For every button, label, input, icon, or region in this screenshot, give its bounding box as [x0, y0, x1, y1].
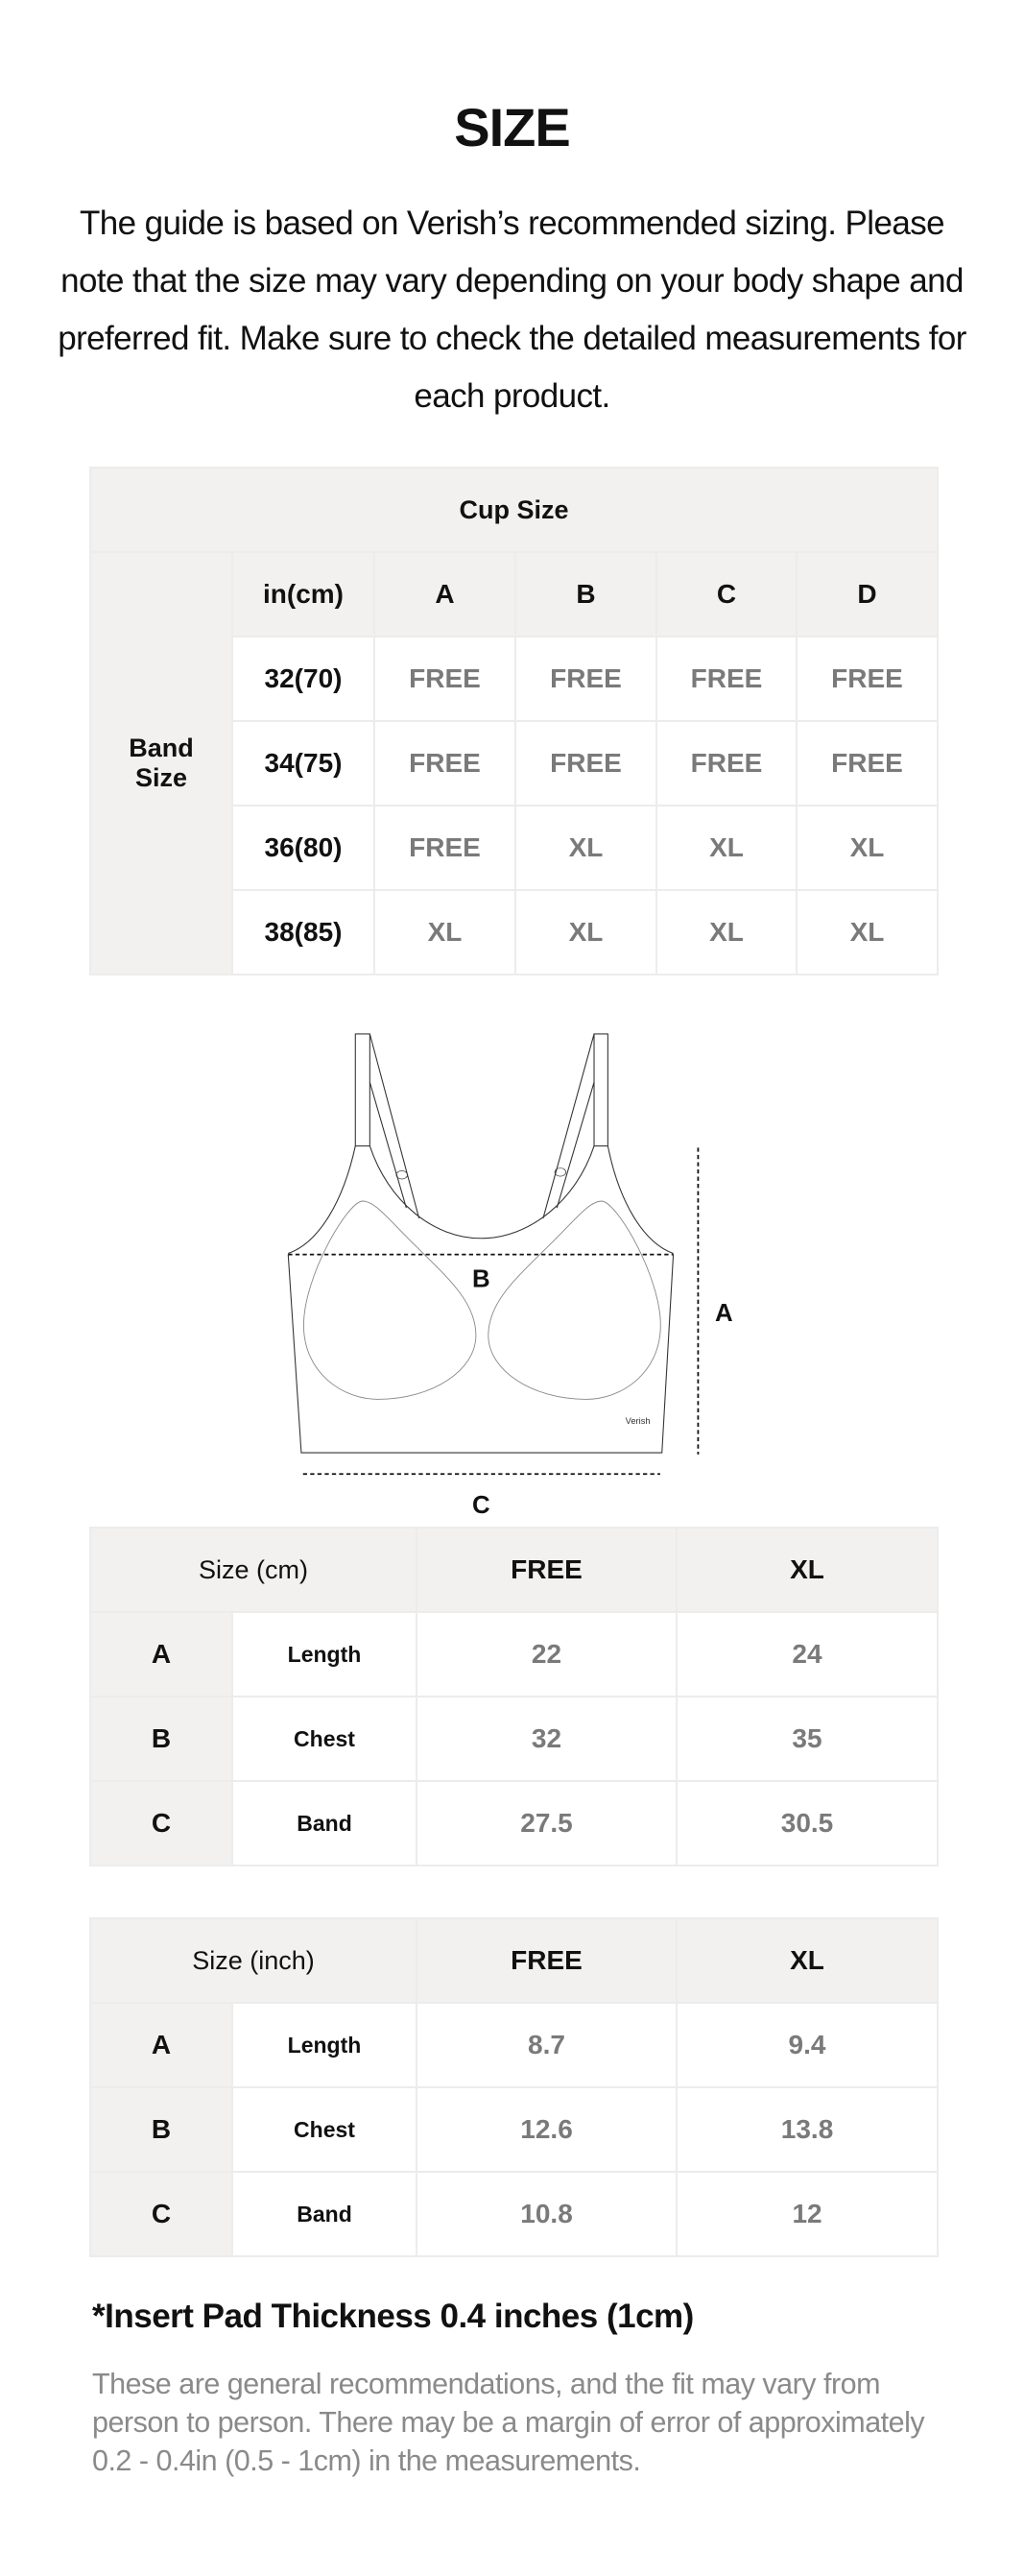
brand-logo: Verish	[625, 1416, 651, 1427]
size-cell: XL	[797, 890, 938, 975]
cup-header: B	[515, 552, 656, 637]
measure-value: 32	[417, 1697, 677, 1781]
table-row	[90, 2003, 938, 2087]
measure-name: Band	[232, 1781, 417, 1866]
size-cell: FREE	[515, 721, 656, 806]
size-cell: FREE	[656, 637, 797, 721]
size-cell: FREE	[374, 637, 515, 721]
measure-name: Length	[232, 2003, 417, 2087]
inch-measurement-table	[89, 1917, 939, 2257]
measure-key: A	[90, 2003, 232, 2087]
size-cell: XL	[515, 806, 656, 890]
size-header: XL	[677, 1918, 938, 2003]
band-value: 34(75)	[232, 721, 374, 806]
measure-value: 9.4	[677, 2003, 938, 2087]
band-value: 38(85)	[232, 890, 374, 975]
cup-header: C	[656, 552, 797, 637]
cup-size-table	[89, 467, 939, 975]
measure-key: B	[90, 2087, 232, 2172]
cup-header: D	[797, 552, 938, 637]
table-row	[90, 1697, 938, 1781]
size-cell: XL	[797, 806, 938, 890]
band-size-label: Band Size	[90, 552, 232, 975]
size-cell: FREE	[797, 637, 938, 721]
right-strap	[594, 1034, 607, 1146]
size-cell: FREE	[515, 637, 656, 721]
table-row	[90, 1528, 938, 1612]
table-row	[90, 552, 938, 637]
band-value: 36(80)	[232, 806, 374, 890]
table-row	[90, 1918, 938, 2003]
unit-header: in(cm)	[232, 552, 374, 637]
cup-size-header: Cup Size	[90, 468, 938, 552]
table-row	[90, 2087, 938, 2172]
size-cell: XL	[656, 890, 797, 975]
size-header: XL	[677, 1528, 938, 1612]
page-title: SIZE	[454, 97, 570, 157]
size-header: FREE	[417, 1918, 677, 2003]
right-cup-pad	[488, 1201, 660, 1399]
measure-value: 22	[417, 1612, 677, 1697]
table-title: Size (cm)	[90, 1528, 417, 1612]
measure-name: Band	[232, 2172, 417, 2256]
left-cup-pad	[303, 1201, 475, 1399]
measure-value: 10.8	[417, 2172, 677, 2256]
size-cell: FREE	[797, 721, 938, 806]
label-b: B	[471, 1265, 490, 1293]
intro-text: The guide is based on Verish’s recommended sizing. Please note that the size may vary depending on your body shape and preferred fit. Make sure to check the detailed measurements for each product.	[58, 205, 966, 415]
band-value: 32(70)	[232, 637, 374, 721]
measure-value: 27.5	[417, 1781, 677, 1866]
size-cell: XL	[515, 890, 656, 975]
measure-value: 13.8	[677, 2087, 938, 2172]
left-strap	[355, 1034, 369, 1146]
bra-measurement-diagram	[240, 1008, 777, 1519]
measure-key: B	[90, 1697, 232, 1781]
measure-key: A	[90, 1612, 232, 1697]
measure-value: 30.5	[677, 1781, 938, 1866]
label-c: C	[471, 1491, 490, 1519]
cup-header: A	[374, 552, 515, 637]
measure-name: Chest	[232, 2087, 417, 2172]
table-row	[90, 468, 938, 552]
table-row	[90, 1612, 938, 1697]
size-cell: FREE	[374, 806, 515, 890]
measure-name: Length	[232, 1612, 417, 1697]
table-title: Size (inch)	[90, 1918, 417, 2003]
table-row	[90, 2172, 938, 2256]
size-cell: FREE	[656, 721, 797, 806]
label-a: A	[715, 1299, 733, 1327]
fit-disclaimer: These are general recommendations, and the fit may vary from person to person. There may be a margin of error of approximately 0.2 - 0.4in (0.5 - 1cm) in the measurements.	[92, 2368, 925, 2477]
size-cell: XL	[374, 890, 515, 975]
cm-measurement-table	[89, 1527, 939, 1866]
measure-value: 24	[677, 1612, 938, 1697]
measure-value: 12	[677, 2172, 938, 2256]
measure-name: Chest	[232, 1697, 417, 1781]
table-row	[90, 1781, 938, 1866]
size-header: FREE	[417, 1528, 677, 1612]
measure-key: C	[90, 2172, 232, 2256]
pad-thickness-note: *Insert Pad Thickness 0.4 inches (1cm)	[92, 2298, 694, 2335]
measure-value: 12.6	[417, 2087, 677, 2172]
size-cell: XL	[656, 806, 797, 890]
measure-key: C	[90, 1781, 232, 1866]
measure-value: 8.7	[417, 2003, 677, 2087]
measure-value: 35	[677, 1697, 938, 1781]
size-cell: FREE	[374, 721, 515, 806]
